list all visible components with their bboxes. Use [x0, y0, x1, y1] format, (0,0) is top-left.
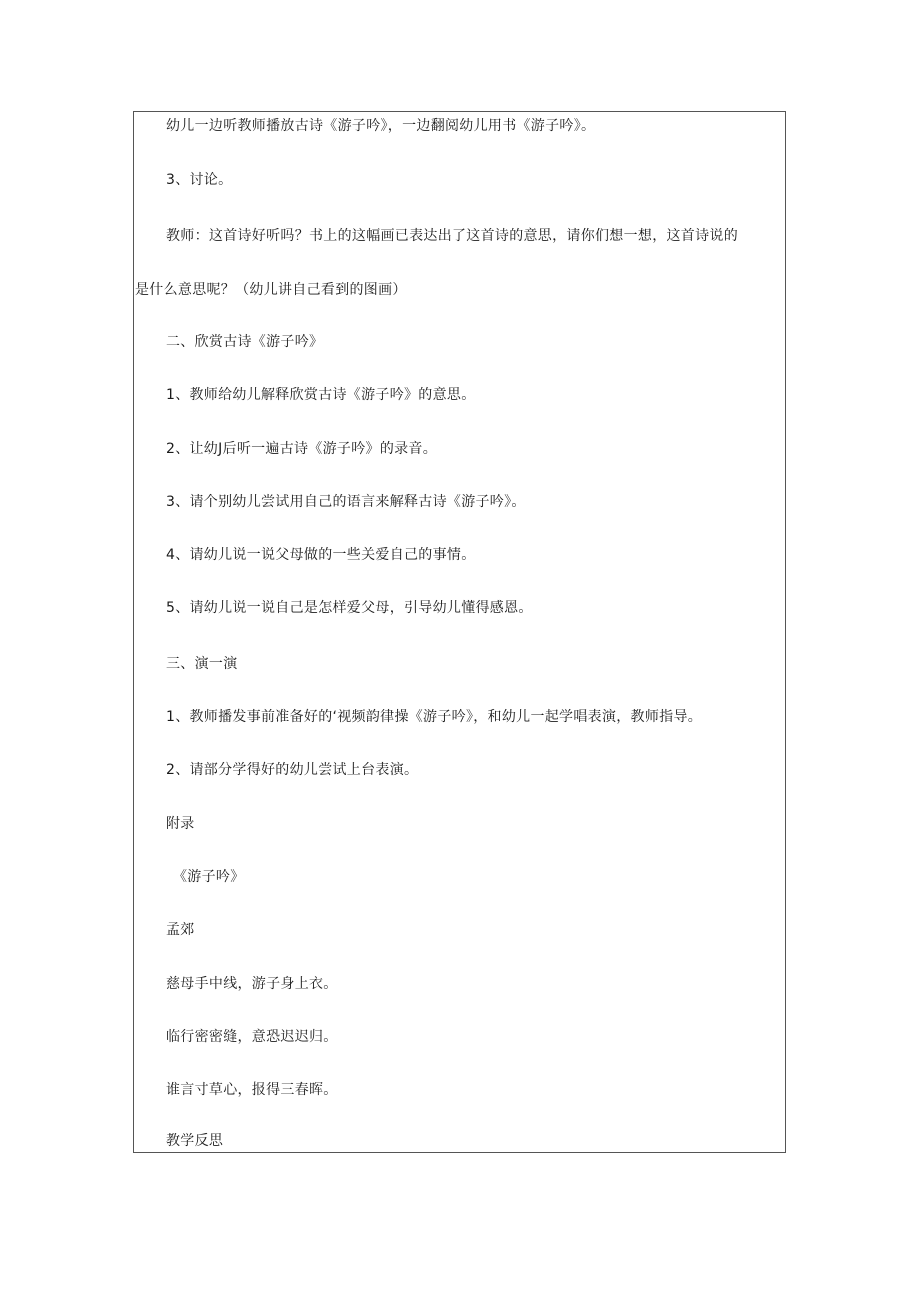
poem-title: 《游子吟》: [173, 869, 245, 885]
step-discussion: 3、讨论。: [166, 172, 233, 188]
poem-line: 谁言寸草心，报得三春晖。: [166, 1082, 338, 1098]
list-item: 1、教师播发事前准备好的‘视频韵律操《游子吟》，和幼儿一起学唱表演，教师指导。: [166, 709, 703, 725]
list-item: 2、让幼J后听一遍古诗《游子吟》的录音。: [166, 441, 438, 457]
appendix-heading: 附录: [166, 816, 195, 832]
list-item: 1、教师给幼儿解释欣赏古诗《游子吟》的意思。: [166, 387, 476, 403]
paragraph-listening: 幼儿一边听教师播放古诗《游子吟》，一边翻阅幼儿用书《游子吟》。: [166, 118, 596, 134]
section-heading-perform: 三、演一演: [166, 656, 238, 672]
list-item: 5、请幼儿说一说自己是怎样爱父母，引导幼儿懂得感恩。: [166, 600, 533, 616]
list-item: 3、请个别幼儿尝试用自己的语言来解释古诗《游子吟》。: [166, 494, 526, 510]
section-heading-appreciate: 二、欣赏古诗《游子吟》: [166, 334, 324, 350]
teacher-question-line2: 是什么意思呢？（幼儿讲自己看到的图画）: [135, 282, 407, 298]
teacher-question-line1: 教师：这首诗好听吗？书上的这幅画已表达出了这首诗的意思，请你们想一想，这首诗说的: [166, 228, 738, 244]
poem-line: 慈母手中线，游子身上衣。: [166, 976, 338, 992]
list-item: 4、请幼儿说一说父母做的一些关爱自己的事情。: [166, 547, 476, 563]
poem-line: 临行密密缝，意恐迟迟归。: [166, 1029, 338, 1045]
list-item: 2、请部分学得好的幼儿尝试上台表演。: [166, 762, 419, 778]
document-frame: [133, 111, 786, 1153]
poem-author: 孟郊: [166, 922, 195, 938]
reflection-heading: 教学反思: [166, 1133, 224, 1149]
